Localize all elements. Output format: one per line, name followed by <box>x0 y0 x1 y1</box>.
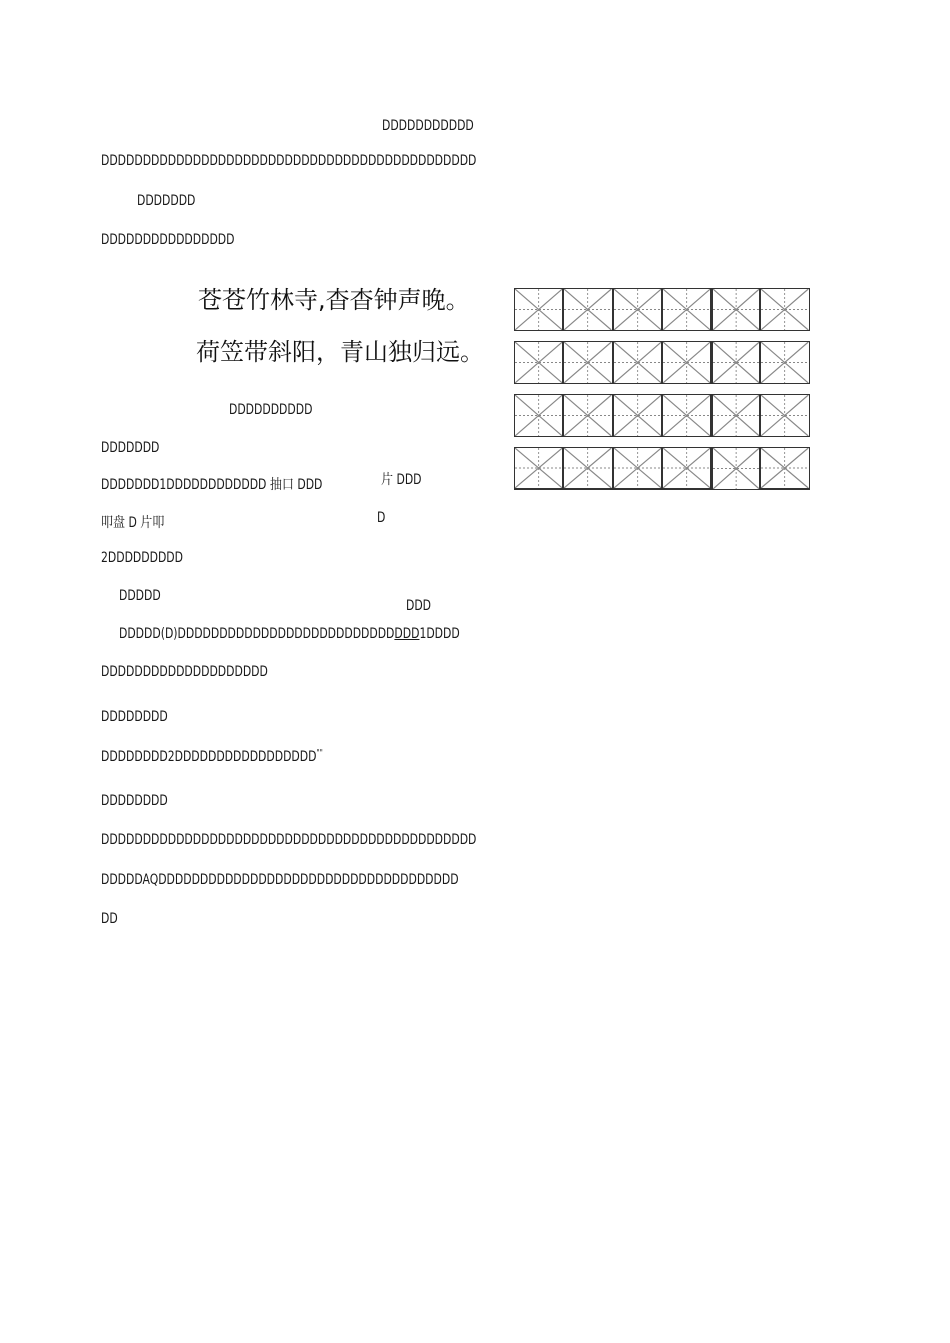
text-line: DDDDD <box>119 588 161 604</box>
text-line: DDDDDAQDDDDDDDDDDDDDDDDDDDDDDDDDDDDDDDDDDDD <box>101 872 459 888</box>
grid-cell-guides <box>761 448 808 488</box>
grid-cell <box>711 394 760 437</box>
poem-line-1: 苍苍竹林寺,杳杳钟声晚。 <box>198 286 470 314</box>
text-line <box>101 748 323 766</box>
grid-cell <box>760 288 809 331</box>
grid-cell-guides <box>614 395 661 436</box>
text-line: 片 DDD <box>381 472 422 488</box>
grid-cell-guides <box>761 395 808 436</box>
grid-cell <box>514 394 563 437</box>
grid-row <box>514 394 810 437</box>
grid-cell <box>662 394 711 437</box>
grid-cell <box>662 447 711 490</box>
grid-cell <box>662 288 711 331</box>
grid-cell <box>514 447 563 490</box>
text-line: 2DDDDDDDDD <box>101 550 183 566</box>
text-line: DDDDDDDDDDDDDDDDDDDD <box>101 664 268 680</box>
text-line: DDDDDDD <box>101 440 160 456</box>
text-segment: DDDDDDDD2DDDDDDDDDDDDDDDDD <box>101 749 317 765</box>
text-line: DDD <box>406 598 432 614</box>
grid-cell <box>711 447 760 490</box>
grid-cell-guides <box>663 342 710 383</box>
grid-cell-guides <box>564 395 611 436</box>
grid-cell-guides <box>515 289 562 330</box>
grid-cell-guides <box>564 289 611 330</box>
grid-cell-guides <box>614 289 661 330</box>
grid-cell-guides <box>761 342 808 383</box>
grid-cell-guides <box>663 395 710 436</box>
grid-cell-guides <box>713 395 759 436</box>
grid-cell-guides <box>713 289 759 330</box>
text-line: DDDDDDD <box>137 193 196 209</box>
text-line: DDDDDDDDDD <box>229 402 313 418</box>
grid-cell-guides <box>564 448 611 488</box>
text-line: DDDDDDD1DDDDDDDDDDDD 抽口 DDD <box>101 477 323 493</box>
grid-cell-guides <box>515 395 562 436</box>
grid-cell-guides <box>713 448 759 489</box>
text-line: 叩盘 D 片叩 <box>101 515 165 531</box>
grid-cell <box>613 394 662 437</box>
grid-cell <box>711 288 760 331</box>
grid-cell <box>514 288 563 331</box>
grid-cell <box>613 341 662 384</box>
grid-cell-guides <box>614 342 661 383</box>
text-line: DDDDDDDD <box>101 709 168 725</box>
grid-cell <box>563 288 612 331</box>
heading-line: DDDDDDDDDDD <box>382 118 474 134</box>
grid-cell <box>563 447 612 490</box>
grid-cell <box>563 341 612 384</box>
text-line: DDDDDDDDDDDDDDDDDDDDDDDDDDDDDDDDDDDDDDDDDDDDD <box>101 832 477 848</box>
grid-cell <box>760 341 809 384</box>
grid-cell-guides <box>663 448 710 488</box>
grid-cell <box>514 341 563 384</box>
text-segment: 1DDDD <box>419 626 460 642</box>
text-line: DDDDDDDDDDDDDDDD <box>101 232 235 248</box>
grid-row <box>514 447 810 490</box>
text-segment: DDDDD(D)DDDDDDDDDDDDDDDDDDDDDDDDDD <box>119 626 395 642</box>
underlined-segment: DDD <box>394 626 420 642</box>
grid-cell-guides <box>761 289 808 330</box>
grid-row <box>514 288 810 331</box>
grid-cell-guides <box>663 289 710 330</box>
text-line: D <box>377 510 386 526</box>
grid-cell-guides <box>515 448 562 488</box>
superscript-mark: "" <box>316 748 323 759</box>
grid-cell-guides <box>515 342 562 383</box>
grid-cell <box>563 394 612 437</box>
grid-cell-guides <box>564 342 611 383</box>
grid-cell-guides <box>713 342 759 383</box>
grid-cell <box>760 447 809 490</box>
grid-cell <box>613 447 662 490</box>
poem-line-2: 荷笠带斜阳，青山独归远。 <box>196 338 484 366</box>
grid-cell <box>760 394 809 437</box>
grid-cell <box>711 341 760 384</box>
text-line <box>119 625 460 643</box>
text-line: DDDDDDDD <box>101 793 168 809</box>
text-line: DD <box>101 911 118 927</box>
grid-cell-guides <box>614 448 661 488</box>
grid-row <box>514 341 810 384</box>
grid-cell <box>613 288 662 331</box>
text-line: DDDDDDDDDDDDDDDDDDDDDDDDDDDDDDDDDDDDDDDDDDDDD <box>101 153 477 169</box>
grid-cell <box>662 341 711 384</box>
